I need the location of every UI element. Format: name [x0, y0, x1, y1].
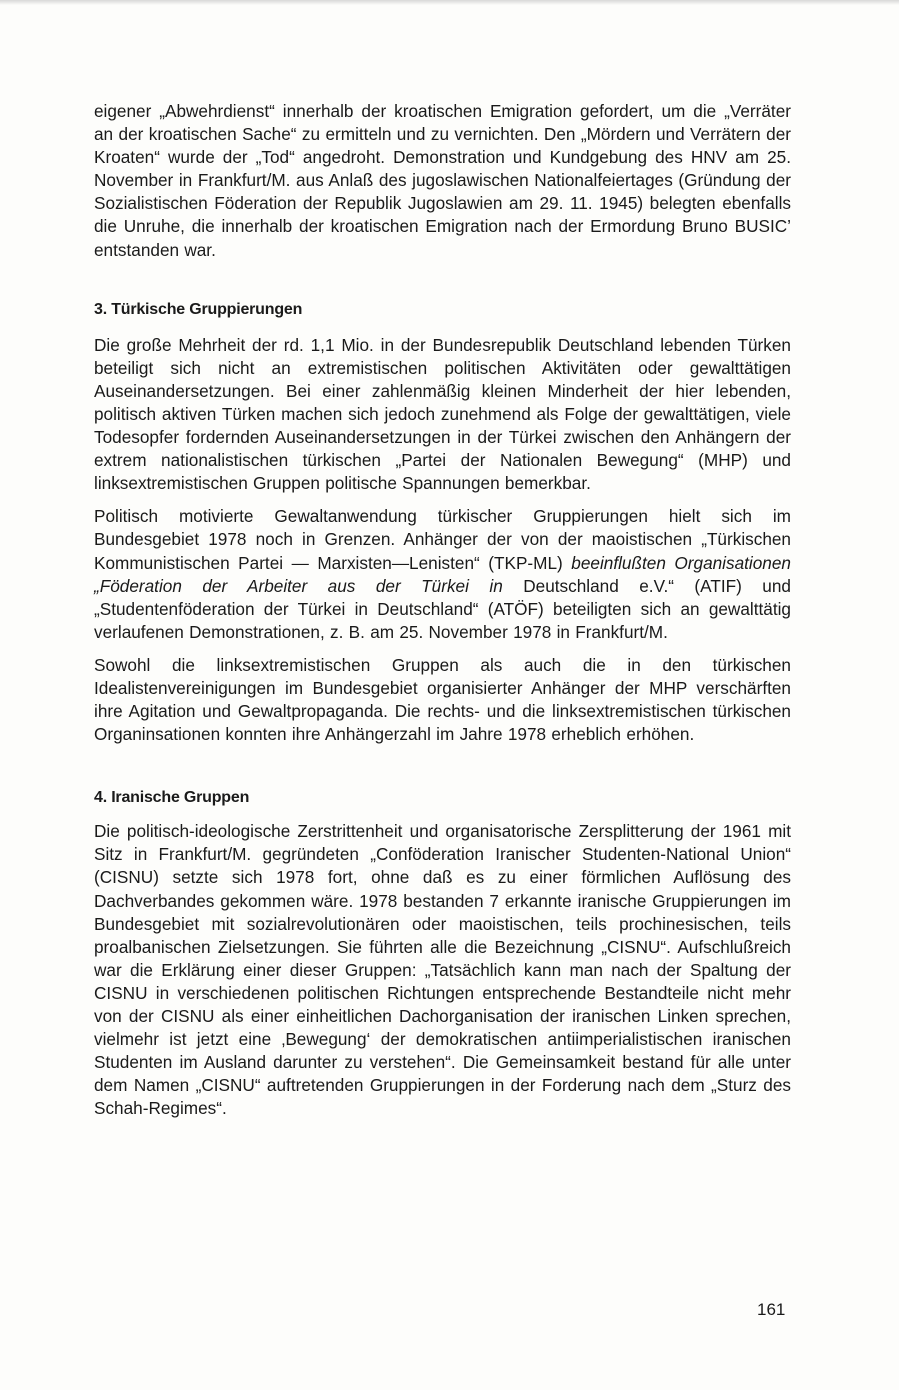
section3-paragraph-2	[94, 505, 791, 644]
section3-paragraph-1: Die große Mehrheit der rd. 1,1 Mio. in der Bundesrepublik Deutschland lebenden Türken beteiligt sich nicht an extremistischen politischen Aktivitäten oder gewalttätigen Auseinandersetzungen. Bei einer zahlenmäßig kleinen Minderheit der hier lebenden, politisch aktiven Türken machen sich jedoch zunehmend als Folge der gewalttätigen, viele Todesopfer fordernden Auseinandersetzungen in der Türkei zwischen den Anhängern der extrem nationalistischen türkischen „Partei der Nationalen Bewegung“ (MHP) und linksextremistischen Gruppen politische Spannungen bemerkbar.	[94, 334, 791, 494]
page-number: 161	[757, 1300, 786, 1319]
section-heading-tuerkische-gruppierungen: 3. Türkische Gruppierungen	[94, 300, 303, 318]
page-content	[94, 100, 791, 1130]
section3-paragraph-2-part-a: Politisch motivierte Gewaltanwendung türkischer Gruppierungen hielt sich im Bundesgebiet 1978 noch in Grenzen. Anhänger der von der maoistischen „Türkischen Kommunistischen Partei — Marxisten—Lenisten“ (TKP-ML)	[94, 506, 791, 573]
section3-paragraph-2-part-b: Deutschland e.V.“ (ATIF) und „Studentenföderation der Türkei in Deutschland“ (ATÖF) beteiligten sich an gewalttätig verlaufenen Demonstrationen, z. B. am 25. November 1978 in Frankfurt/M.	[94, 575, 791, 642]
section3-paragraph-3: Sowohl die linksextremistischen Gruppen als auch die in den türkischen Idealistenvereinigungen im Bundesgebiet organisierter Anhänger der MHP verschärften ihre Agitation und Gewaltpropaganda. Die rechts- und die linksextremistischen türkischen Organinsationen konnten ihre Anhängerzahl im Jahre 1978 erheblich erhöhen.	[94, 654, 791, 745]
section4-paragraph-1: Die politisch-ideologische Zerstrittenheit und organisatorische Zersplitterung der 1961 mit Sitz in Frankfurt/M. gegründeten „Conföderation Iranischer Studenten-National Union“ (CISNU) setzte sich 1978 fort, ohne daß es zu einer förmlichen Auflösung des Dachverbandes gekommen wäre. 1978 bestanden 7 erkannte iranische Gruppierungen im Bundesgebiet mit sozialrevolutionären oder maoistischen, teils prochinesischen, teils proalbanischen Zielsetzungen. Sie führten alle die Bezeichnung „CISNU“. Aufschlußreich war die Erklärung einer dieser Gruppen: „Tatsächlich kann man nach der Spaltung der CISNU in verschiedenen politischen Richtungen entsprechende Bestandteile nicht mehr von der CISNU als einer einheitlichen Dachorganisation der iranischen Linken sprechen, vielmehr ist jetzt eine ‚Bewegung‘ der demokratischen antiimperialistischen iranischen Studenten im Ausland darunter zu verstehen“. Die Gemeinsamkeit bestand für alle unter dem Namen „CISNU“ auftretenden Gruppierungen in der Forderung nach dem „Sturz des Schah-Regimes“.	[94, 821, 791, 1119]
section3-paragraph-2-italic: beeinflußten Organisationen „Föderation der Arbeiter aus der Türkei in	[94, 552, 791, 596]
intro-paragraph: eigener „Abwehrdienst“ innerhalb der kroatischen Emigration gefordert, um die „Verräter an der kroatischen Sache“ zu ermitteln und zu vernichten. Den „Mördern und Verrätern der Kroaten“ wurde der „Tod“ angedroht. Demonstration und Kundgebung des HNV am 25. November in Frankfurt/M. aus Anlaß des jugoslawischen Nationalfeiertages (Gründung der Sozialistischen Föderation der Republik Jugoslawien am 29. 11. 1945) belegten ebenfalls die Unruhe, die innerhalb der kroatischen Emigration nach der Ermordung Bruno BUSIC’ entstanden war.	[94, 101, 791, 260]
scan-edge-shadow	[0, 0, 899, 5]
section-heading-iranische-gruppen: 4. Iranische Gruppen	[94, 789, 250, 807]
